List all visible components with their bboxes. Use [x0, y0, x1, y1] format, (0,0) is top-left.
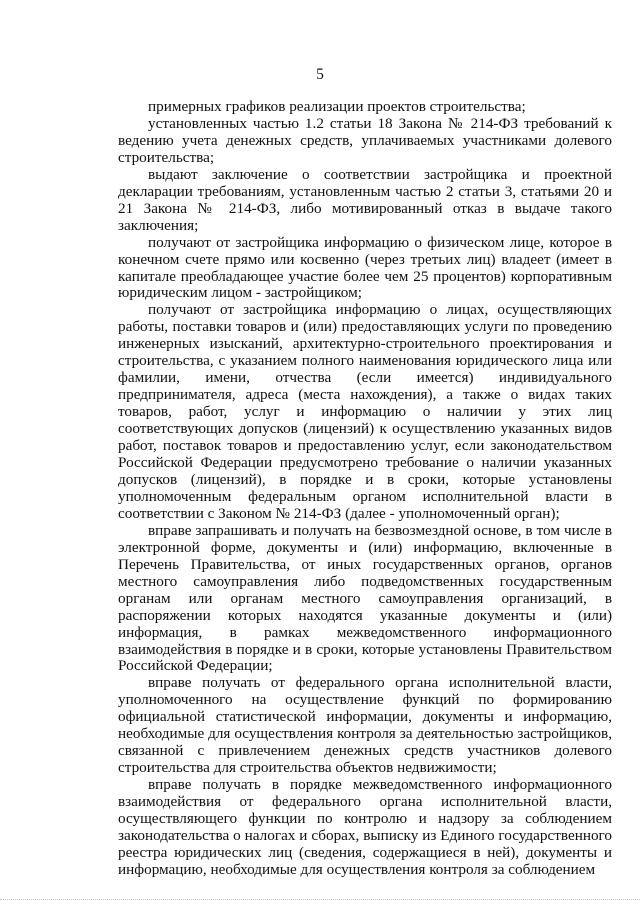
- paragraph-5: получают от застройщика информацию о лицах, осуществляющих работы, поставки товаров и (или) предоставляющих услуги по проведению инженерных изысканий, архитектурно-строительного проектирования и строительства, с указанием полного наименования юридического лица или фамилии, имени, отчества (если имеется) индивидуального предпринимателя, адреса (места нахождения), а также о видах таких товаров, работ, услуг и информацию о наличии у этих лиц соответствующих допусков (лицензий) к осуществлению указанных видов работ, поставок товаров и предоставлению услуг, если законодательством Российской Федерации предусмотрено требование о наличии указанных допусков (лицензий), в порядке и в сроки, которые установлены уполномоченным федеральным органом исполнительной власти в соответствии с Законом № 214-ФЗ (далее - уполномоченный орган);: [118, 301, 612, 522]
- page-bottom-divider: [0, 899, 640, 901]
- paragraph-4: получают от застройщика информацию о физическом лице, которое в конечном счете прямо или косвенно (через третьих лиц) владеет (имеет в капитале преобладающее участие более чем 25 процентов) корпоративным юридическим лицом - застройщиком;: [118, 233, 612, 302]
- paragraph-1: примерных графиков реализации проектов строительства;: [148, 98, 526, 115]
- paragraph-6: вправе запрашивать и получать на безвозмездной основе, в том числе в электронной форме, документы и (или) информацию, включенные в Перечень Правительства, от иных государственных органов, органов местного самоуправления либо подведомственных государственным органам или органам местного самоуправления организаций, в распоряжении которых находятся указанные документы и (или) информация, в рамках межведомственного информационного взаимодействия в порядке и в сроки, которые установлены Правительством Российской Федерации;: [118, 521, 612, 675]
- paragraph-7: вправе получать от федерального органа исполнительной власти, уполномоченного на осуществление функций по формированию официальной статистической информации, документы и информацию, необходимые для осуществления контроля за деятельностью застройщиков, связанной с привлечением денежных средств участников долевого строительства для строительства объектов недвижимости;: [118, 674, 612, 777]
- page-number: 5: [316, 66, 324, 83]
- body-text: [118, 99, 612, 879]
- paragraph-8: вправе получать в порядке межведомственного информационного взаимодействия от федерального органа исполнительной власти, осуществляющего функции по контролю и надзору за соблюдением законодательства о налогах и сборах, выписку из Единого государственного реестра юридических лиц (сведения, содержащиеся в ней), документы и информацию, необходимые для осуществления контроля за соблюдением: [118, 776, 612, 878]
- paragraph-3: выдают заключение о соответствии застройщика и проектной декларации требованиям, установленным частью 2 статьи 3, статьями 20 и 21 Закона № 214-ФЗ, либо мотивированный отказ в выдаче такого заключения;: [118, 165, 612, 234]
- paragraph-2: установленных частью 1.2 статьи 18 Закона № 214-ФЗ требований к ведению учета денежных средств, уплачиваемых участниками долевого строительства;: [118, 114, 612, 166]
